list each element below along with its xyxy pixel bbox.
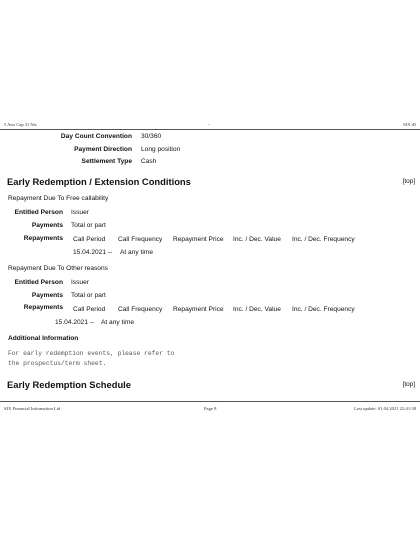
column-header: Repayment Price: [173, 306, 224, 313]
additional-info-line: the prospectus/term sheet.: [8, 360, 107, 367]
entitled-person-label: Entitled Person: [14, 209, 63, 216]
additional-info-line: For early redemption events, please refer to: [8, 350, 175, 357]
block-subtitle: Repayment Due To Other reasons: [8, 265, 108, 272]
top-link[interactable]: [top]: [402, 178, 415, 185]
doc-footer-page: Page 8: [204, 406, 217, 411]
payments-value: Total or part: [71, 292, 106, 299]
doc-header-right: SIX iD: [403, 122, 416, 127]
column-header: Inc. / Dec. Value: [233, 306, 281, 313]
column-header: Call Frequency: [118, 306, 163, 313]
entitled-person-value: Issuer: [71, 209, 89, 216]
section-title: Early Redemption / Extension Conditions: [7, 176, 191, 187]
doc-footer-left: SIX Financial Information Ltd: [4, 406, 61, 411]
footer-rule: [0, 401, 420, 402]
call-period-value: 15.04.2021 --: [73, 249, 113, 256]
term-label: Settlement Type: [81, 158, 132, 165]
section-title: Early Redemption Schedule: [7, 379, 131, 390]
doc-footer-right: Last update: 01.04.2021 22:41:38: [354, 406, 416, 411]
top-link[interactable]: [top]: [402, 381, 415, 388]
term-value: Long position: [141, 146, 181, 153]
term-value: Cash: [141, 158, 157, 165]
term-value: 30/360: [141, 133, 162, 140]
doc-header-left: 5 Avis Cap 31 Nts: [4, 122, 37, 127]
payments-value: Total or part: [71, 222, 106, 229]
payments-label: Payments: [31, 222, 63, 229]
column-header: Inc. / Dec. Value: [233, 236, 281, 243]
column-header: Repayment Price: [173, 236, 224, 243]
block-subtitle: Repayment Due To Free callability: [8, 195, 109, 202]
column-header: Call Period: [73, 236, 106, 243]
column-header: Call Period: [73, 306, 106, 313]
column-header: Call Frequency: [118, 236, 163, 243]
call-frequency-value: At any time: [120, 249, 153, 256]
column-header: Inc. / Dec. Frequency: [292, 306, 355, 313]
entitled-person-label: Entitled Person: [14, 279, 63, 286]
repayments-label: Repayments: [23, 235, 63, 242]
additional-info-title: Additional Information: [8, 335, 79, 342]
entitled-person-value: Issuer: [71, 279, 89, 286]
column-header: Inc. / Dec. Frequency: [292, 236, 355, 243]
header-rule: [0, 129, 420, 130]
payments-label: Payments: [31, 292, 63, 299]
doc-header-center: -: [208, 122, 210, 127]
call-period-value: 15.04.2021 --: [55, 319, 95, 326]
term-label: Day Count Convention: [60, 133, 132, 140]
term-label: Payment Direction: [74, 146, 132, 153]
repayments-label: Repayments: [23, 304, 63, 311]
call-frequency-value: At any time: [101, 319, 134, 326]
